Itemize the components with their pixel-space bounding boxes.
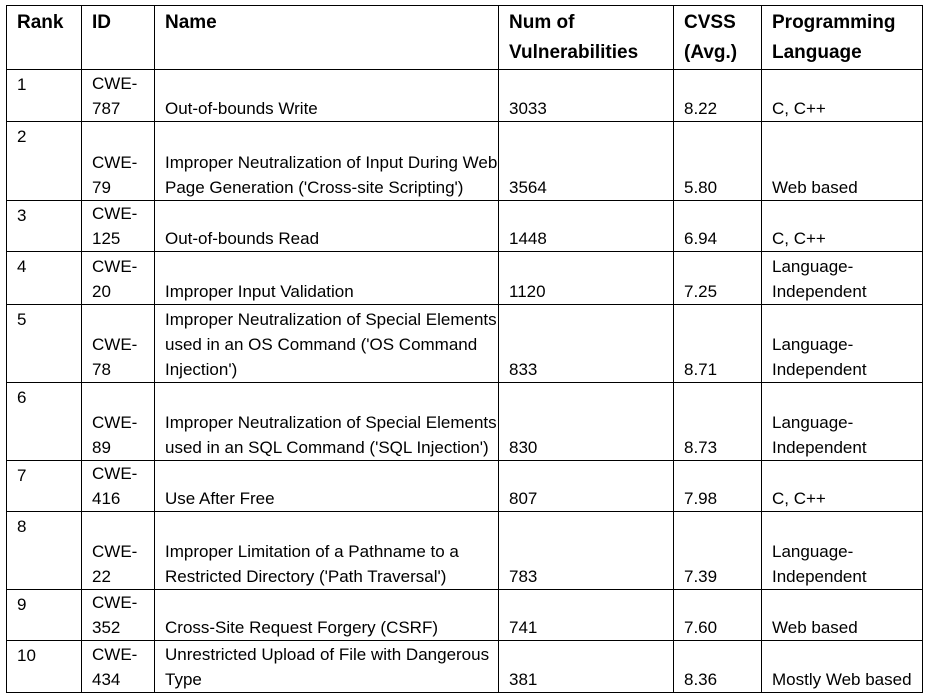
name-cell: Improper Input Validation (155, 252, 499, 305)
header-name: Name (155, 6, 499, 70)
language-cell: Web based (762, 122, 923, 201)
rank-cell: 7 (7, 461, 82, 512)
language-cell: C, C++ (762, 70, 923, 122)
rank-cell: 8 (7, 512, 82, 590)
language-cell: Language-Independent (762, 305, 923, 383)
name-cell: Improper Limitation of a Pathname to a Restricted Directory ('Path Traversal') (155, 512, 499, 590)
cvss-cell: 8.22 (674, 70, 762, 122)
rank-cell: 1 (7, 70, 82, 122)
name-cell: Cross-Site Request Forgery (CSRF) (155, 590, 499, 641)
language-cell: Web based (762, 590, 923, 641)
language-cell: C, C++ (762, 461, 923, 512)
id-cell: CWE-22 (82, 512, 155, 590)
table-row (7, 201, 923, 252)
rank-cell: 4 (7, 252, 82, 305)
header-cvss: CVSS (Avg.) (674, 6, 762, 70)
num-vulnerabilities-cell: 1448 (499, 201, 674, 252)
id-cell: CWE-787 (82, 70, 155, 122)
rank-cell: 5 (7, 305, 82, 383)
name-cell: Improper Neutralization of Special Elements used in an SQL Command ('SQL Injection') (155, 383, 499, 461)
table-row (7, 252, 923, 305)
num-vulnerabilities-cell: 830 (499, 383, 674, 461)
cvss-cell: 8.36 (674, 641, 762, 693)
id-cell: CWE-79 (82, 122, 155, 201)
id-cell: CWE-125 (82, 201, 155, 252)
table-row (7, 122, 923, 201)
rank-cell: 10 (7, 641, 82, 693)
table-row (7, 512, 923, 590)
num-vulnerabilities-cell: 807 (499, 461, 674, 512)
table-row (7, 305, 923, 383)
header-language: Programming Language (762, 6, 923, 70)
rank-cell: 6 (7, 383, 82, 461)
cvss-cell: 8.73 (674, 383, 762, 461)
rank-cell: 3 (7, 201, 82, 252)
table-row (7, 461, 923, 512)
header-row (7, 6, 923, 70)
id-cell: CWE-89 (82, 383, 155, 461)
header-id: ID (82, 6, 155, 70)
header-num-vulnerabilities: Num of Vulnerabilities (499, 6, 674, 70)
cvss-cell: 8.71 (674, 305, 762, 383)
table-row (7, 383, 923, 461)
language-cell: Language-Independent (762, 383, 923, 461)
name-cell: Improper Neutralization of Input During Web Page Generation ('Cross-site Scripting') (155, 122, 499, 201)
num-vulnerabilities-cell: 833 (499, 305, 674, 383)
id-cell: CWE-434 (82, 641, 155, 693)
cvss-cell: 5.80 (674, 122, 762, 201)
num-vulnerabilities-cell: 783 (499, 512, 674, 590)
name-cell: Out-of-bounds Read (155, 201, 499, 252)
language-cell: C, C++ (762, 201, 923, 252)
cvss-cell: 7.60 (674, 590, 762, 641)
cvss-cell: 7.25 (674, 252, 762, 305)
table-row (7, 641, 923, 693)
language-cell: Language-Independent (762, 512, 923, 590)
name-cell: Use After Free (155, 461, 499, 512)
language-cell: Language-Independent (762, 252, 923, 305)
name-cell: Out-of-bounds Write (155, 70, 499, 122)
num-vulnerabilities-cell: 3033 (499, 70, 674, 122)
rank-cell: 2 (7, 122, 82, 201)
language-cell: Mostly Web based (762, 641, 923, 693)
header-rank: Rank (7, 6, 82, 70)
id-cell: CWE-416 (82, 461, 155, 512)
num-vulnerabilities-cell: 741 (499, 590, 674, 641)
name-cell: Improper Neutralization of Special Elements used in an OS Command ('OS Command Injection') (155, 305, 499, 383)
num-vulnerabilities-cell: 381 (499, 641, 674, 693)
id-cell: CWE-352 (82, 590, 155, 641)
cvss-cell: 6.94 (674, 201, 762, 252)
id-cell: CWE-20 (82, 252, 155, 305)
name-cell: Unrestricted Upload of File with Dangerous Type (155, 641, 499, 693)
cwe-top10-table (6, 5, 923, 693)
id-cell: CWE-78 (82, 305, 155, 383)
cvss-cell: 7.98 (674, 461, 762, 512)
rank-cell: 9 (7, 590, 82, 641)
num-vulnerabilities-cell: 1120 (499, 252, 674, 305)
table-row (7, 590, 923, 641)
num-vulnerabilities-cell: 3564 (499, 122, 674, 201)
table-row (7, 70, 923, 122)
cvss-cell: 7.39 (674, 512, 762, 590)
